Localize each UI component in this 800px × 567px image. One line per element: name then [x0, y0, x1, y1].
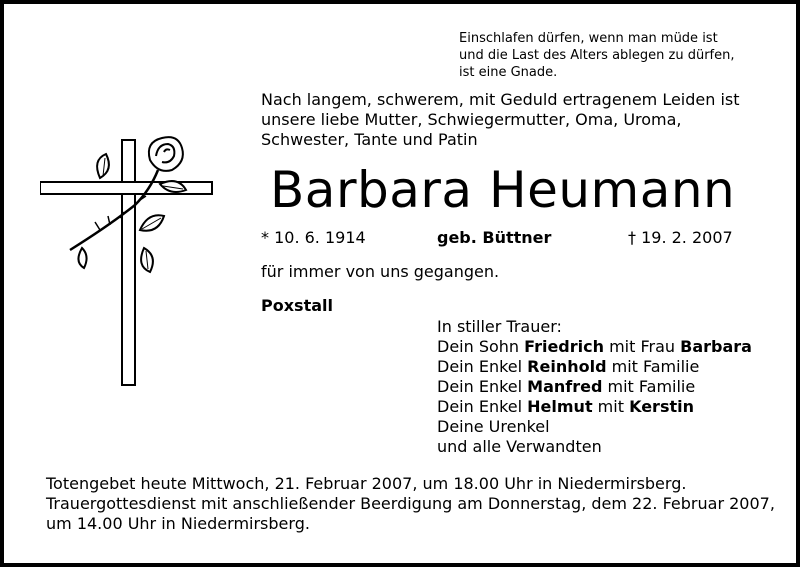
- mourner-relation: Dein Sohn: [437, 337, 525, 356]
- quote-line: Einschlafen dürfen, wenn man müde ist: [459, 31, 718, 46]
- mourner-relation: Dein Enkel: [437, 357, 528, 376]
- mourner-line: Deine Urenkel: [437, 417, 550, 436]
- mourner-line: [437, 377, 752, 397]
- mourner-relation: Dein Enkel: [437, 397, 528, 416]
- intro-text: [261, 90, 740, 150]
- cross-with-rose-icon: [40, 130, 230, 390]
- intro-line: unsere liebe Mutter, Schwiegermutter, Oma, Uroma,: [261, 110, 682, 129]
- quote-line: und die Last des Alters ablegen zu dürfen,: [459, 48, 735, 63]
- mourners-block: [437, 317, 752, 457]
- mourner-line: und alle Verwandten: [437, 437, 602, 456]
- mourner-line: [437, 337, 752, 357]
- mourner-name: Reinhold: [527, 357, 607, 376]
- mourner-name: Manfred: [527, 377, 603, 396]
- mourner-relation: mit Frau: [604, 337, 681, 356]
- mourners-heading: In stiller Trauer:: [437, 317, 562, 336]
- quote-block: [459, 30, 735, 81]
- intro-line: Nach langem, schwerem, mit Geduld ertragenem Leiden ist: [261, 90, 740, 109]
- service-line: Trauergottesdienst mit anschließender Beerdigung am Donnerstag, dem 22. Februar 2007,: [46, 494, 775, 513]
- deceased-name: Barbara Heumann: [270, 161, 736, 219]
- mourner-relation: mit Familie: [602, 377, 696, 396]
- mourner-line: [437, 357, 752, 377]
- mourner-relation: mit Familie: [606, 357, 700, 376]
- quote-line: ist eine Gnade.: [459, 65, 558, 80]
- mourner-line: [437, 397, 752, 417]
- place-name: Poxstall: [261, 296, 333, 315]
- mourner-relation: mit: [592, 397, 630, 416]
- mourner-relation: Dein Enkel: [437, 377, 528, 396]
- passed-text: für immer von uns gegangen.: [261, 262, 500, 281]
- mourner-name: Friedrich: [524, 337, 604, 356]
- mourner-name: Kerstin: [629, 397, 694, 416]
- service-line: um 14.00 Uhr in Niedermirsberg.: [46, 514, 310, 533]
- birth-date: * 10. 6. 1914: [261, 228, 366, 247]
- service-info: [46, 474, 775, 534]
- intro-line: Schwester, Tante und Patin: [261, 130, 478, 149]
- mourner-name: Helmut: [527, 397, 593, 416]
- death-date: † 19. 2. 2007: [628, 228, 733, 247]
- mourner-name: Barbara: [680, 337, 752, 356]
- maiden-name: geb. Büttner: [437, 228, 552, 247]
- service-line: Totengebet heute Mittwoch, 21. Februar 2007, um 18.00 Uhr in Niedermirsberg.: [46, 474, 687, 493]
